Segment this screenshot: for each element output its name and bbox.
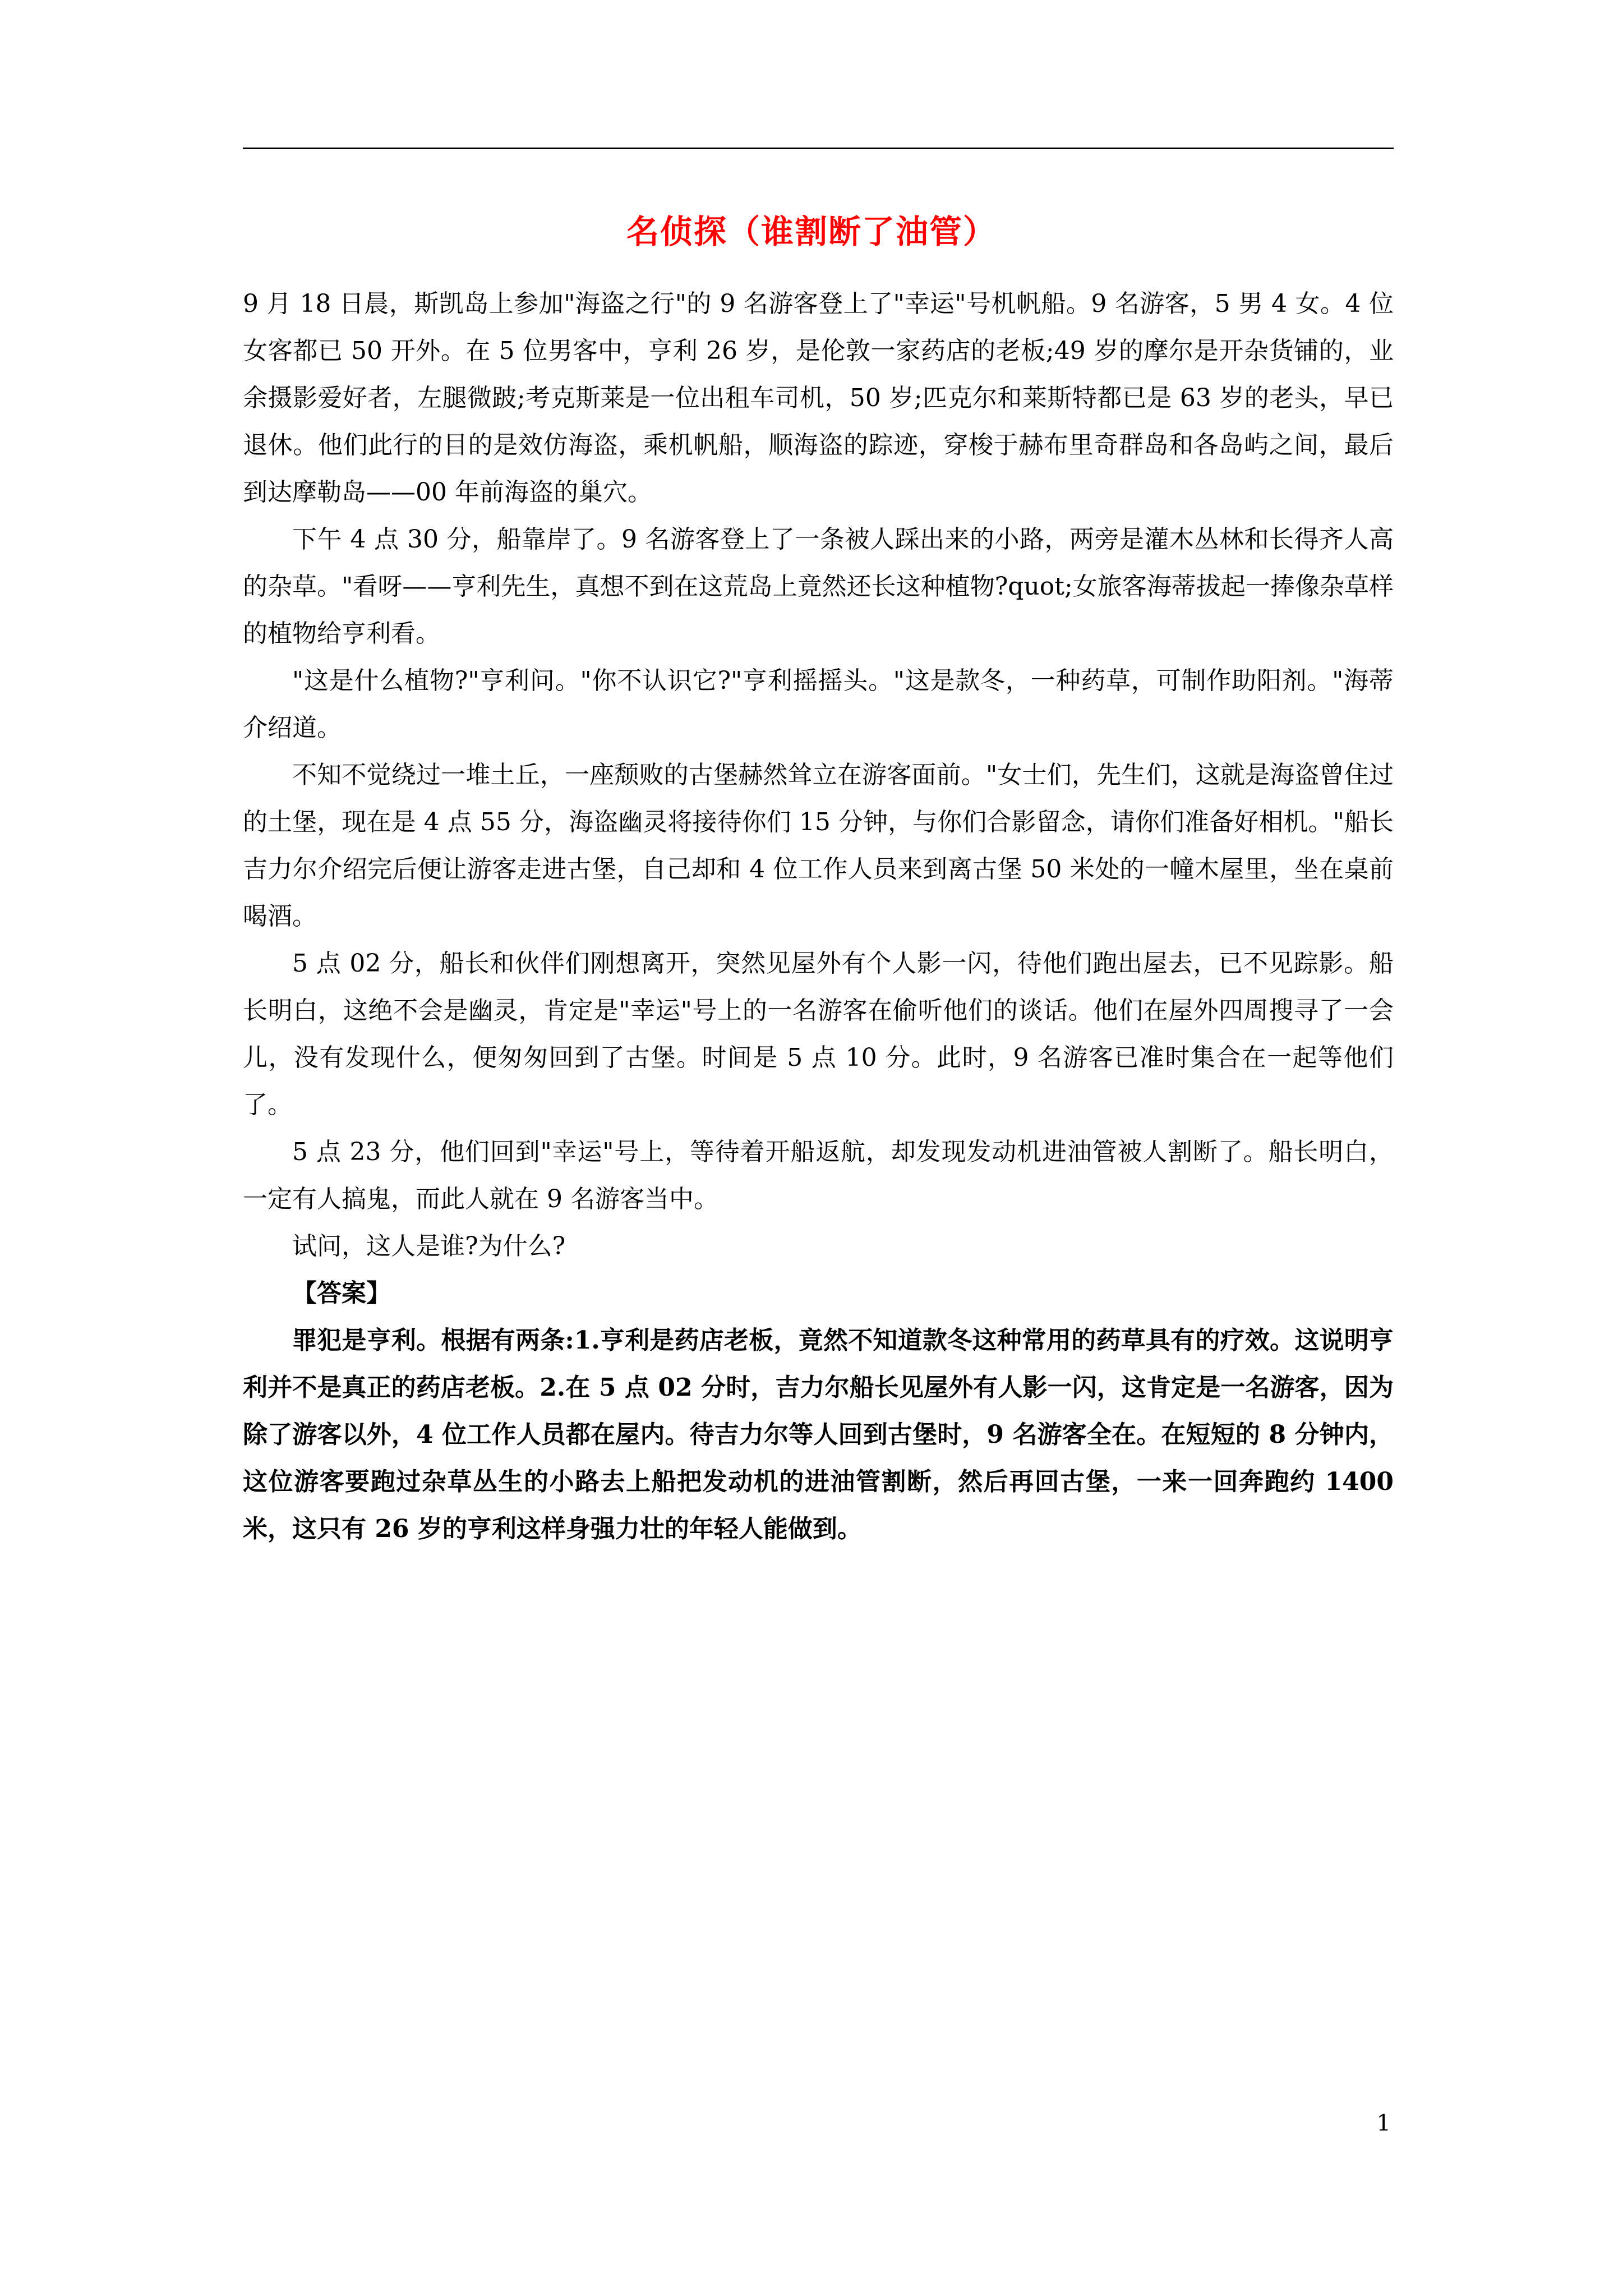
- paragraph-question: 试问，这人是谁?为什么?: [292, 1232, 566, 1260]
- header-rule: [243, 148, 1394, 149]
- paragraph-plant-dialogue: "这是什么植物?"亨利问。"你不认识它?"亨利摇摇头。"这是款冬，一种药草，可制作助阳剂。"海蒂介绍道。: [243, 666, 1394, 742]
- document-body: [243, 280, 1394, 1553]
- paragraph-shadow: 5 点 02 分，船长和伙伴们刚想离开，突然见屋外有个人影一闪，待他们跑出屋去，已不见踪影。船长明白，这绝不会是幽灵，肯定是"幸运"号上的一名游客在偷听他们的谈话。他们在屋外四周搜寻了一会儿，没有发现什么，便匆匆回到了古堡。时间是 5 点 10 分。此时，9 名游客已准时集合在一起等他们了。: [243, 949, 1394, 1119]
- paragraph-cut-pipe: 5 点 23 分，他们回到"幸运"号上，等待着开船返航，却发现发动机进油管被人割断了。船长明白，一定有人搞鬼，而此人就在 9 名游客当中。: [243, 1138, 1394, 1213]
- paragraph-landing: 下午 4 点 30 分，船靠岸了。9 名游客登上了一条被人踩出来的小路，两旁是灌木丛林和长得齐人高的杂草。"看呀——亨利先生，真想不到在这荒岛上竟然还长这种植物?quot;女旅客海蒂拔起一捧像杂草样的植物给亨利看。: [243, 525, 1394, 648]
- answer-heading: 【答案】: [292, 1279, 391, 1308]
- paragraph-intro: 9 月 18 日晨，斯凯岛上参加"海盗之行"的 9 名游客登上了"幸运"号机帆船。9 名游客，5 男 4 女。4 位女客都已 50 开外。在 5 位男客中，亨利 26 岁，是伦敦一家药店的老板;49 岁的摩尔是开杂货铺的，业余摄影爱好者，左腿微跛;考克斯莱是一位出租车司机，50 岁;匹克尔和莱斯特都已是 63 岁的老头，早已退休。他们此行的目的是效仿海盗，乘机帆船，顺海盗的踪迹，穿梭于赫布里奇群岛和各岛屿之间，最后到达摩勒岛——00 年前海盗的巢穴。: [243, 289, 1394, 507]
- document-title: 名侦探（谁割断了油管）: [626, 213, 997, 251]
- paragraph-castle: 不知不觉绕过一堆土丘，一座颓败的古堡赫然耸立在游客面前。"女士们，先生们，这就是海盗曾住过的土堡，现在是 4 点 55 分，海盗幽灵将接待你们 15 分钟，与你们合影留念，请你们准备好相机。"船长吉力尔介绍完后便让游客走进古堡，自己却和 4 位工作人员来到离古堡 50 米处的一幢木屋里，坐在桌前喝酒。: [243, 761, 1394, 931]
- answer-text: 罪犯是亨利。根据有两条:1.亨利是药店老板，竟然不知道款冬这种常用的药草具有的疗效。这说明亨利并不是真正的药店老板。2.在 5 点 02 分时，吉力尔船长见屋外有人影一闪，这肯定是一名游客，因为除了游客以外，4 位工作人员都在屋内。待吉力尔等人回到古堡时，9 名游客全在。在短短的 8 分钟内，这位游客要跑过杂草丛生的小路去上船把发动机的进油管割断，然后再回古堡，一来一回奔跑约 1400 米，这只有 26 岁的亨利这样身强力壮的年轻人能做到。: [243, 1326, 1394, 1543]
- page-number: 1: [1376, 2110, 1391, 2136]
